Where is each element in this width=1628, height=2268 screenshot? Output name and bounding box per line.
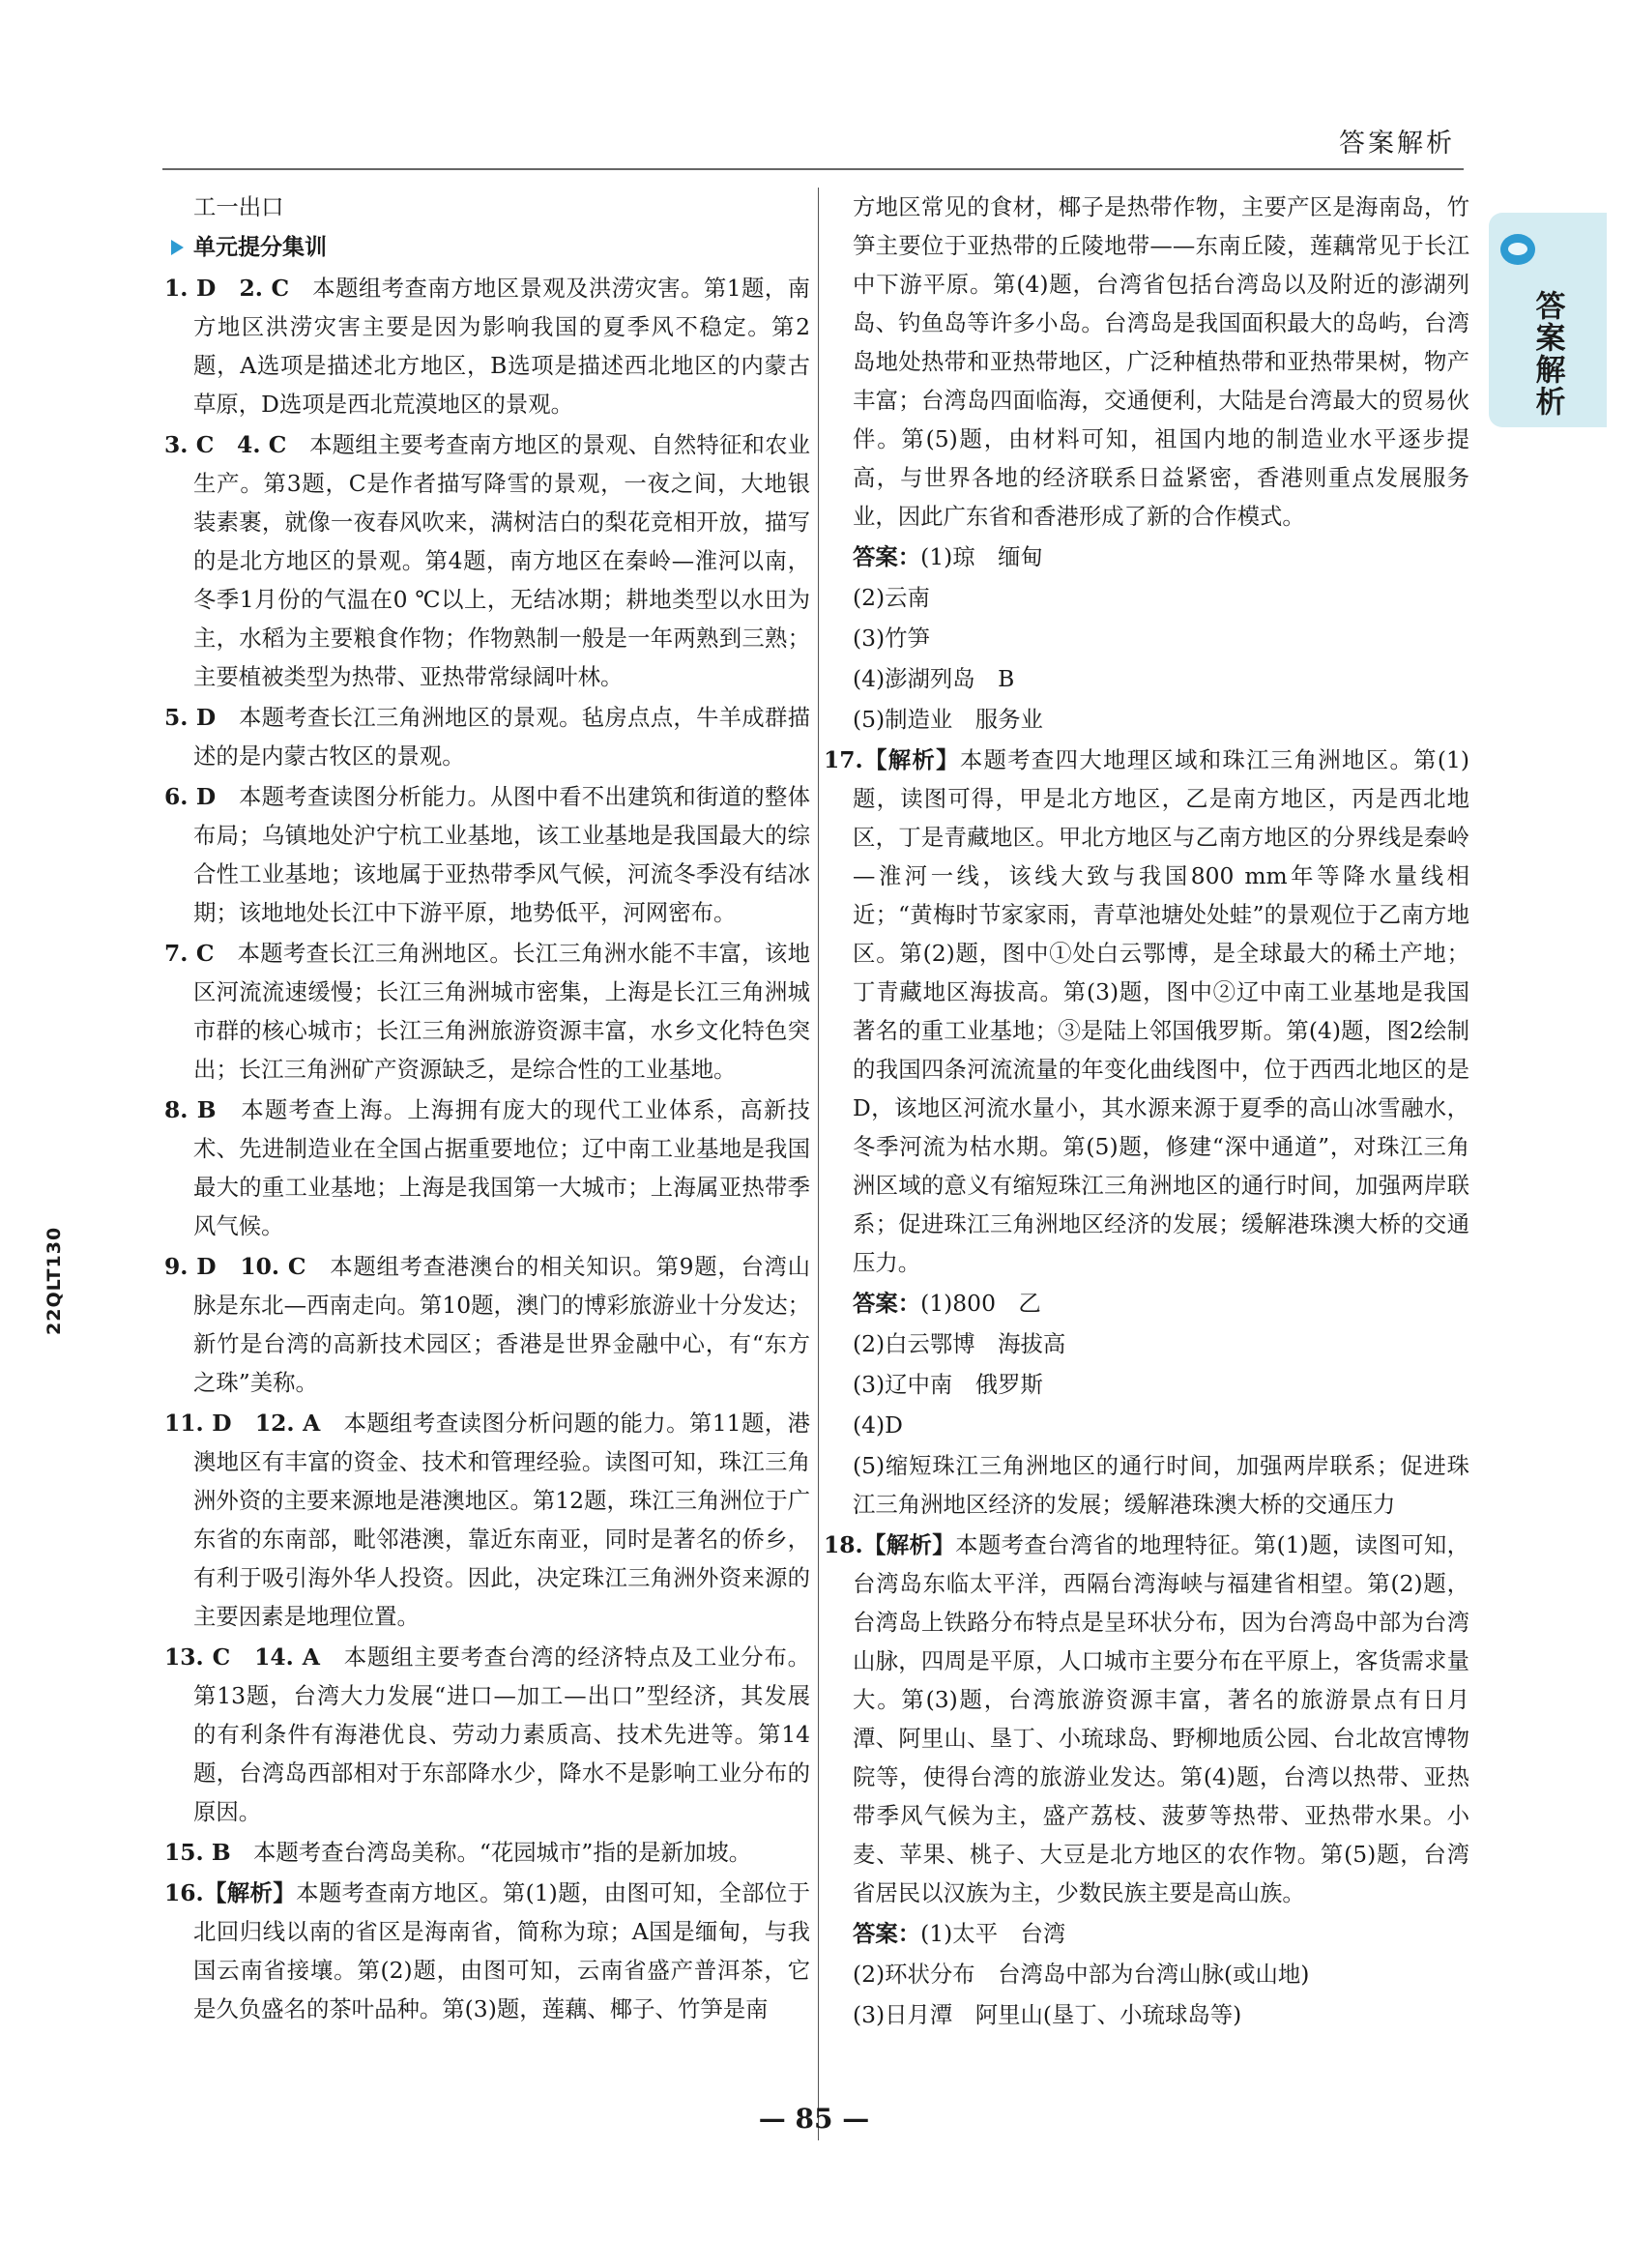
question-number: 6. D: [164, 783, 217, 810]
text-line: (3)竹笋: [853, 625, 930, 652]
question-number: 17.【解析】: [824, 746, 960, 773]
explanation-text: 本题考查长江三角洲地区。长江三角洲水能不丰富，该地区河流流速缓慢；长江三角洲城市密集，上海是长江三角洲城市群的核心城市；长江三角洲旅游资源丰富，水乡文化特色突出；长江三角洲矿产资源缺乏，是综合性的工业基地。: [193, 940, 810, 1083]
answer-line: [824, 1284, 1469, 1323]
left-column: [164, 188, 810, 2030]
explanation-text: 本题考查南方地区。第(1)题，由图可知，全部位于北回归线以南的省区是海南省，简称为琼；A国是缅甸，与我国云南省接壤。第(2)题，由图可知，云南省盛产普洱茶，它是久负盛名的茶叶品种。第(3)题，莲藕、椰子、竹笋是南: [193, 1879, 810, 2022]
answer-label: 答案：: [853, 1290, 921, 1317]
explanation-text: 本题组考查港澳台的相关知识。第9题，台湾山脉是东北—西南走向。第10题，澳门的博彩旅游业十分发达；新竹是台湾的高新技术园区；香港是世界金融中心，有“东方之珠”美称。: [193, 1253, 810, 1396]
answer-item: [164, 934, 810, 1089]
question-number: 5. D: [164, 704, 217, 731]
explanation-text: 本题组主要考查南方地区的景观、自然特征和农业生产。第3题，C是作者描写降雪的景观，一夜之间，大地银装素裹，就像一夜春风吹来，满树洁白的梨花竞相开放，描写的是北方地区的景观。第4题，南方地区在秦岭—淮河以南，冬季1月份的气温在0 ℃以上，无结冰期；耕地类型以水田为主，水稻为主要粮食作物；作物熟制一般是一年两熟到三熟；主要植被类型为热带、亚热带常绿阔叶林。: [193, 431, 811, 690]
answer-item: [164, 1247, 810, 1402]
explanation-text: 本题考查上海。上海拥有庞大的现代工业体系，高新技术、先进制造业在全国占据重要地位；辽中南工业基地是我国最大的重工业基地；上海是我国第一大城市；上海属亚热带季风气候。: [193, 1096, 810, 1239]
question-number: 18.【解析】: [824, 1531, 956, 1558]
answer-item: [164, 1090, 810, 1245]
explanation-text: 本题考查台湾省的地理特征。第(1)题，读图可知，台湾岛东临太平洋，西隔台湾海峡与福建省相望。第(2)题，台湾岛上铁路分布特点是呈环状分布，因为台湾岛中部为台湾山脉，四周是平原，人口城市主要分布在平原上，客货需求量大。第(3)题，台湾旅游资源丰富，著名的旅游景点有日月潭、阿里山、垦丁、小琉球岛、野柳地质公园、台北故宫博物院等，使得台湾的旅游业发达。第(4)题，台湾以热带、亚热带季风气候为主，盛产荔枝、菠萝等热带、亚热带水果。小麦、苹果、桃子、大豆是北方地区的农作物。第(5)题，台湾省居民以汉族为主，少数民族主要是高山族。: [853, 1531, 1469, 1906]
text-line: (2)白云鄂博 海拔高: [853, 1330, 1066, 1357]
answer-item: [164, 1874, 810, 2028]
text-line: (2)环状分布 台湾岛中部为台湾山脉(或山地): [853, 1961, 1310, 1988]
answer-text: (1)琼 缅甸: [920, 543, 1043, 570]
explanation-text: 本题组主要考查台湾的经济特点及工业分布。第13题，台湾大力发展“进口—加工—出口”型经济，其发展的有利条件有海港优良、劳动力素质高、技术先进等。第14题，台湾岛西部相对于东部降水少，降水不是影响工业分布的原因。: [193, 1643, 810, 1825]
answer-line: [824, 538, 1469, 576]
question-number: 11. D 12. A: [164, 1410, 321, 1437]
side-tab-label: 答案解析: [1529, 290, 1565, 418]
side-tab: [1489, 213, 1607, 427]
answer-text: (1)800 乙: [920, 1290, 1041, 1317]
text-line: 方地区常见的食材，椰子是热带作物，主要产区是海南岛，竹笋主要位于亚热带的丘陵地带——东南丘陵，莲藕常见于长江中下游平原。第(4)题，台湾省包括台湾岛以及附近的澎湖列岛、钓鱼岛等许多小岛。台湾岛是我国面积最大的岛屿，台湾岛地处热带和亚热带地区，广泛种植热带和亚热带果树，物产丰富；台湾岛四面临海，交通便利，大陆是台湾最大的贸易伙伴。第(5)题，由材料可知，祖国内地的制造业水平逐步提高，与世界各地的经济联系日益紧密，香港则重点发展服务业，因此广东省和香港形成了新的合作模式。: [853, 193, 1469, 530]
answer-item: [164, 1833, 810, 1872]
globe-logo-icon: [1500, 234, 1535, 265]
answer-item: [164, 269, 810, 423]
answer-item: [164, 1404, 810, 1636]
question-number: 7. C: [164, 940, 215, 967]
text-line: (2)云南: [853, 584, 930, 611]
text-line: (5)缩短珠江三角洲地区的通行时间，加强两岸联系；促进珠江三角洲地区经济的发展；缓解港珠澳大桥的交通压力: [853, 1452, 1469, 1518]
question-number: 13. C 14. A: [164, 1643, 320, 1671]
text-line: (4)澎湖列岛 B: [853, 665, 1015, 692]
text-line: 工一出口: [193, 193, 284, 220]
question-number: 9. D 10. C: [164, 1253, 306, 1280]
answer-label: 答案：: [853, 1920, 921, 1947]
answer-item: [164, 1638, 810, 1831]
question-number: 1. D 2. C: [164, 275, 290, 302]
answer-item: [824, 741, 1469, 1282]
explanation-text: 本题组考查读图分析问题的能力。第11题，港澳地区有丰富的资金、技术和管理经验。读图可知，珠江三角洲外资的主要来源地是港澳地区。第12题，珠江三角洲位于广东省的东南部，毗邻港澳，靠近东南亚，同时是著名的侨乡，有利于吸引海外华人投资。因此，决定珠江三角洲外资来源的主要因素是地理位置。: [193, 1410, 810, 1630]
answer-text: (1)太平 台湾: [920, 1920, 1066, 1947]
page-header-title: 答案解析: [1339, 129, 1455, 159]
question-number: 8. B: [164, 1096, 217, 1123]
text-line: (4)D: [853, 1411, 903, 1439]
question-number: 15. B: [164, 1839, 231, 1866]
explanation-text: 本题考查四大地理区域和珠江三角洲地区。第(1)题，读图可得，甲是北方地区，乙是南方地区，丙是西北地区，丁是青藏地区。甲北方地区与乙南方地区的分界线是秦岭—淮河一线，该线大致与我国800 mm年等降水量线相近；“黄梅时节家家雨，青草池塘处处蛙”的景观位于乙南方地区。第(2)题，图中①处白云鄂博，是全球最大的稀土产地；丁青藏地区海拔高。第(3)题，图中②辽中南工业基地是我国著名的重工业基地；③是陆上邻国俄罗斯。第(4)题，图2绘制的我国四条河流流量的年变化曲线图中，位于西西北地区的是D，该地区河流水量小，其水源来源于夏季的高山冰雪融水，冬季河流为枯水期。第(5)题，修建“深中通道”，对珠江三角洲区域的意义有缩短珠江三角洲地区的通行时间，加强两岸联系；促进珠江三角洲地区经济的发展；缓解港珠澳大桥的交通压力。: [853, 746, 1469, 1276]
question-number: 16.【解析】: [164, 1879, 297, 1906]
text-line: (5)制造业 服务业: [853, 706, 1043, 733]
answer-line: [824, 1914, 1469, 1953]
answer-item: [164, 425, 810, 696]
column-divider: [818, 188, 819, 2140]
answer-item: [824, 1526, 1469, 1912]
page-number: — 85 —: [758, 2103, 870, 2135]
right-column: [824, 188, 1469, 2036]
section-heading: 单元提分集训: [164, 228, 810, 267]
header-divider: [162, 168, 1464, 170]
explanation-text: 本题组考查南方地区景观及洪涝灾害。第1题，南方地区洪涝灾害主要是因为影响我国的夏季风不稳定。第2题，A选项是描述北方地区，B选项是描述西北地区的内蒙古草原，D选项是西北荒漠地区的景观。: [193, 275, 810, 418]
explanation-text: 本题考查读图分析能力。从图中看不出建筑和街道的整体布局；乌镇地处沪宁杭工业基地，该工业基地是我国最大的综合性工业基地；该地属于亚热带季风气候，河流冬季没有结冰期；该地地处长江中下游平原，地势低平，河网密布。: [193, 783, 810, 926]
text-line: (3)辽中南 俄罗斯: [853, 1371, 1043, 1398]
book-code: 22QLT130: [44, 1226, 65, 1336]
text-line: (3)日月潭 阿里山(垦丁、小琉球岛等): [853, 2001, 1242, 2028]
answer-item: [164, 698, 810, 775]
explanation-text: 本题考查长江三角洲地区的景观。毡房点点，牛羊成群描述的是内蒙古牧区的景观。: [193, 704, 810, 770]
answer-item: [164, 777, 810, 932]
answer-label: 答案：: [853, 543, 921, 570]
question-number: 3. C 4. C: [164, 431, 287, 458]
explanation-text: 本题考查台湾岛美称。“花园城市”指的是新加坡。: [230, 1839, 752, 1866]
